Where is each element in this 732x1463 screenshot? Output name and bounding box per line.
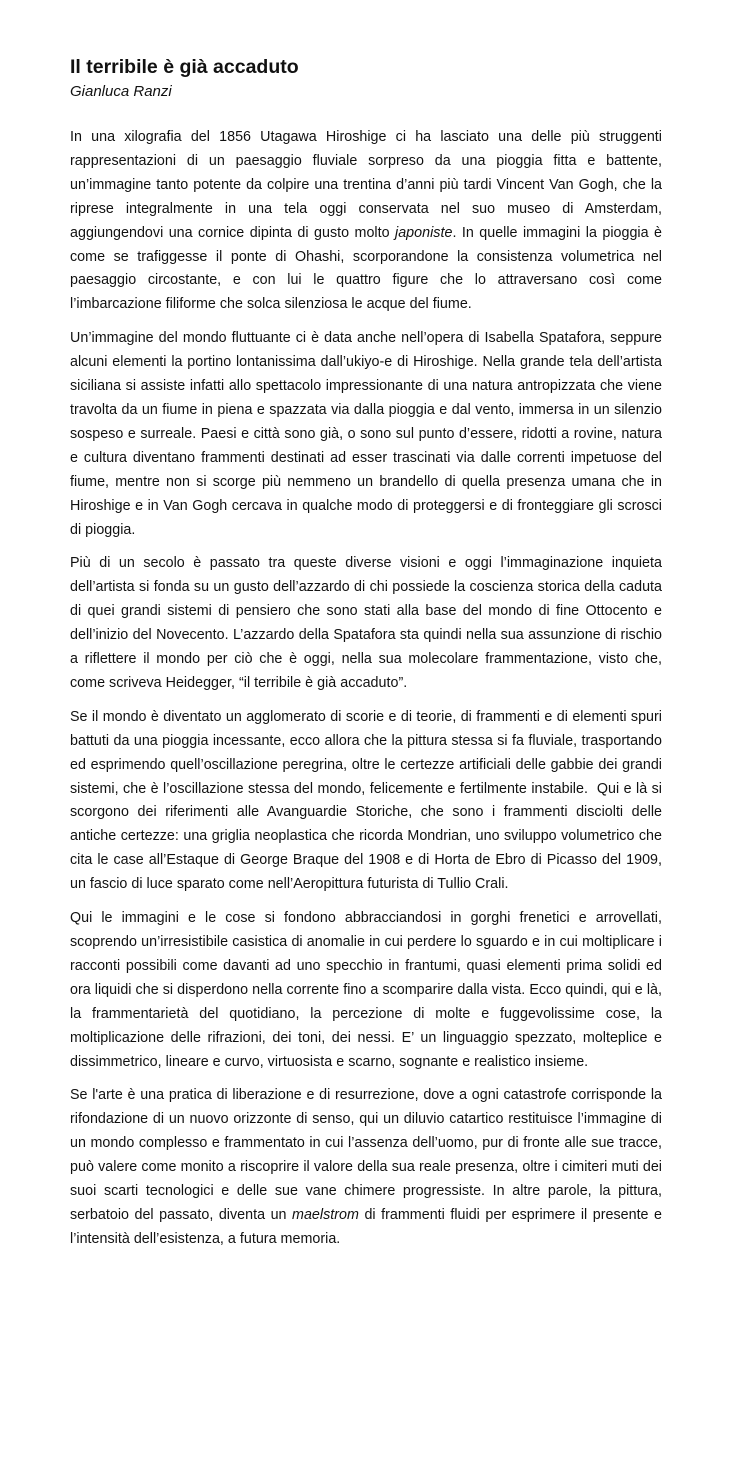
text-run: In una xilografia del 1856 Utagawa Hiroshige ci ha lasciato una delle più struggenti rappresentazioni di un paesaggio fluviale sorpreso da una pioggia fitta e battente, un’immagine tanto potente da colpire una trentina d’anni più tardi Vincent Van Gogh, che la riprese integralmente in una tela oggi conservata nel suo museo di Amsterdam, aggiungendovi una cornice dipinta di gusto molto [70,129,662,241]
paragraph [70,907,662,1074]
emphasis-text: maelstrom [292,1206,359,1223]
paragraph [70,552,662,695]
paragraph [70,706,666,897]
text-run: Qui le immagini e le cose si fondono abbracciandosi in gorghi frenetici e arrovellati, scoprendo un’irresistibile casistica di anomalie in cui perdere lo sguardo e in cui moltiplicare i racconti possibili come davanti ad uno specchio in frantumi, quasi elementi prima solidi ed ora liquidi che si disperdono nella corrente fino a scomparire dalla vista. Ecco quindi, qui e là, la frammentarietà del quotidiano, la percezione di molte e fuggevolissime cose, la moltiplicazione delle rifrazioni, dei toni, dei nessi. E’ un linguaggio spezzato, molteplice e dissimmetrico, lineare e curvo, virtuosista e scarno, sognante e realistico insieme. [70,910,662,1070]
text-run: di frammenti fluidi per esprimere il presente e l’intensità dell’esistenza, a futura memoria. [70,1206,662,1247]
author-name: Gianluca Ranzi [70,83,172,100]
text-run: Se l'arte è una pratica di liberazione e di resurrezione, dove a ogni catastrofe corrisponde la rifondazione di un nuovo orizzonte di senso, qui un diluvio catartico restituisce l’immagine di un mondo complesso e frammentato in cui l’assenza dell’uomo, pur di fronte alle sue tracce, può valere come monito a riscoprire il valore della sua reale presenza, oltre i cimiteri muti dei suoi scarti tecnologici e delle sue vane chimere progressiste. In altre parole, la pittura, serbatoio del passato, diventa un [70,1087,662,1223]
text-run: Un’immagine del mondo fluttuante ci è data anche nell’opera di Isabella Spatafora, seppure alcuni elementi la portino lontanissima dall’ukiyo-e di Hiroshige. Nella grande tela dell’artista siciliana si assiste infatti allo spettacolo impressionante di una natura antropizzata che viene travolta da un fiume in piena e spazzata via dalla pioggia e dal vento, immersa in un silenzio sospeso e surreale. Paesi e città sono già, o sono sul punto d’essere, ridotti a rovine, natura e cultura diventano frammenti destinati ad esser trascinati via dalle correnti impetuose del fiume, mentre non si scorge più nemmeno un brandello di quella presenza umana che in Hiroshige e in Van Gogh cercava in qualche modo di proteggersi e di fronteggiare gli scrosci di pioggia. [70,330,662,538]
text-run: Più di un secolo è passato tra queste diverse visioni e oggi l’immaginazione inquieta dell’artista si fonda su un gusto dell’azzardo di chi possiede la coscienza storica della caduta di quei grandi sistemi di pensiero che sono stati alla base del mondo di fine Ottocento e dell’inizio del Novecento. L’azzardo della Spatafora sta quindi nella sua assunzione di rischio a riflettere il mondo per ciò che è oggi, nella sua molecolare frammentazione, visto che, come scriveva Heidegger, “il terribile è già accaduto”. [70,555,662,691]
paragraph [70,327,662,542]
emphasis-text: japoniste [395,224,453,241]
text-run: . In quelle immagini la pioggia è come se trafiggesse il ponte di Ohashi, scorporandone la consistenza volumetrica nel paesaggio circostante, e con lui le quattro figure che lo attraversano così come l’imbarcazione filiforme che solca silenziosa le acque del fiume. [70,224,663,313]
text-run: Se il mondo è diventato un agglomerato di scorie e di teorie, di frammenti e di elementi spuri battuti da una pioggia incessante, ecco allora che la pittura stessa si fa fluviale, trasportando ed esprimendo quell’oscillazione peregrina, oltre le certezze artificiali delle gabbie dei grandi sistemi, che è l’oscillazione stessa del mondo, felicemente e fertilmente instabile. Qui e là si scorgono dei riferimenti alle Avanguardie Storiche, che sono i frammenti disciolti delle antiche certezze: una griglia neoplastica che ricorda Mondrian, uno sviluppo volumetrico che cita le case all’Estaque di George Braque del 1908 e di Horta de Ebro di Picasso del 1909, un fascio di luce sparato come nell’Aeropittura futurista di Tullio Crali. [70,708,666,893]
article-body [70,126,666,1252]
page-title: Il terribile è già accaduto [70,56,299,78]
paragraph [70,126,662,317]
paragraph [70,1084,662,1251]
